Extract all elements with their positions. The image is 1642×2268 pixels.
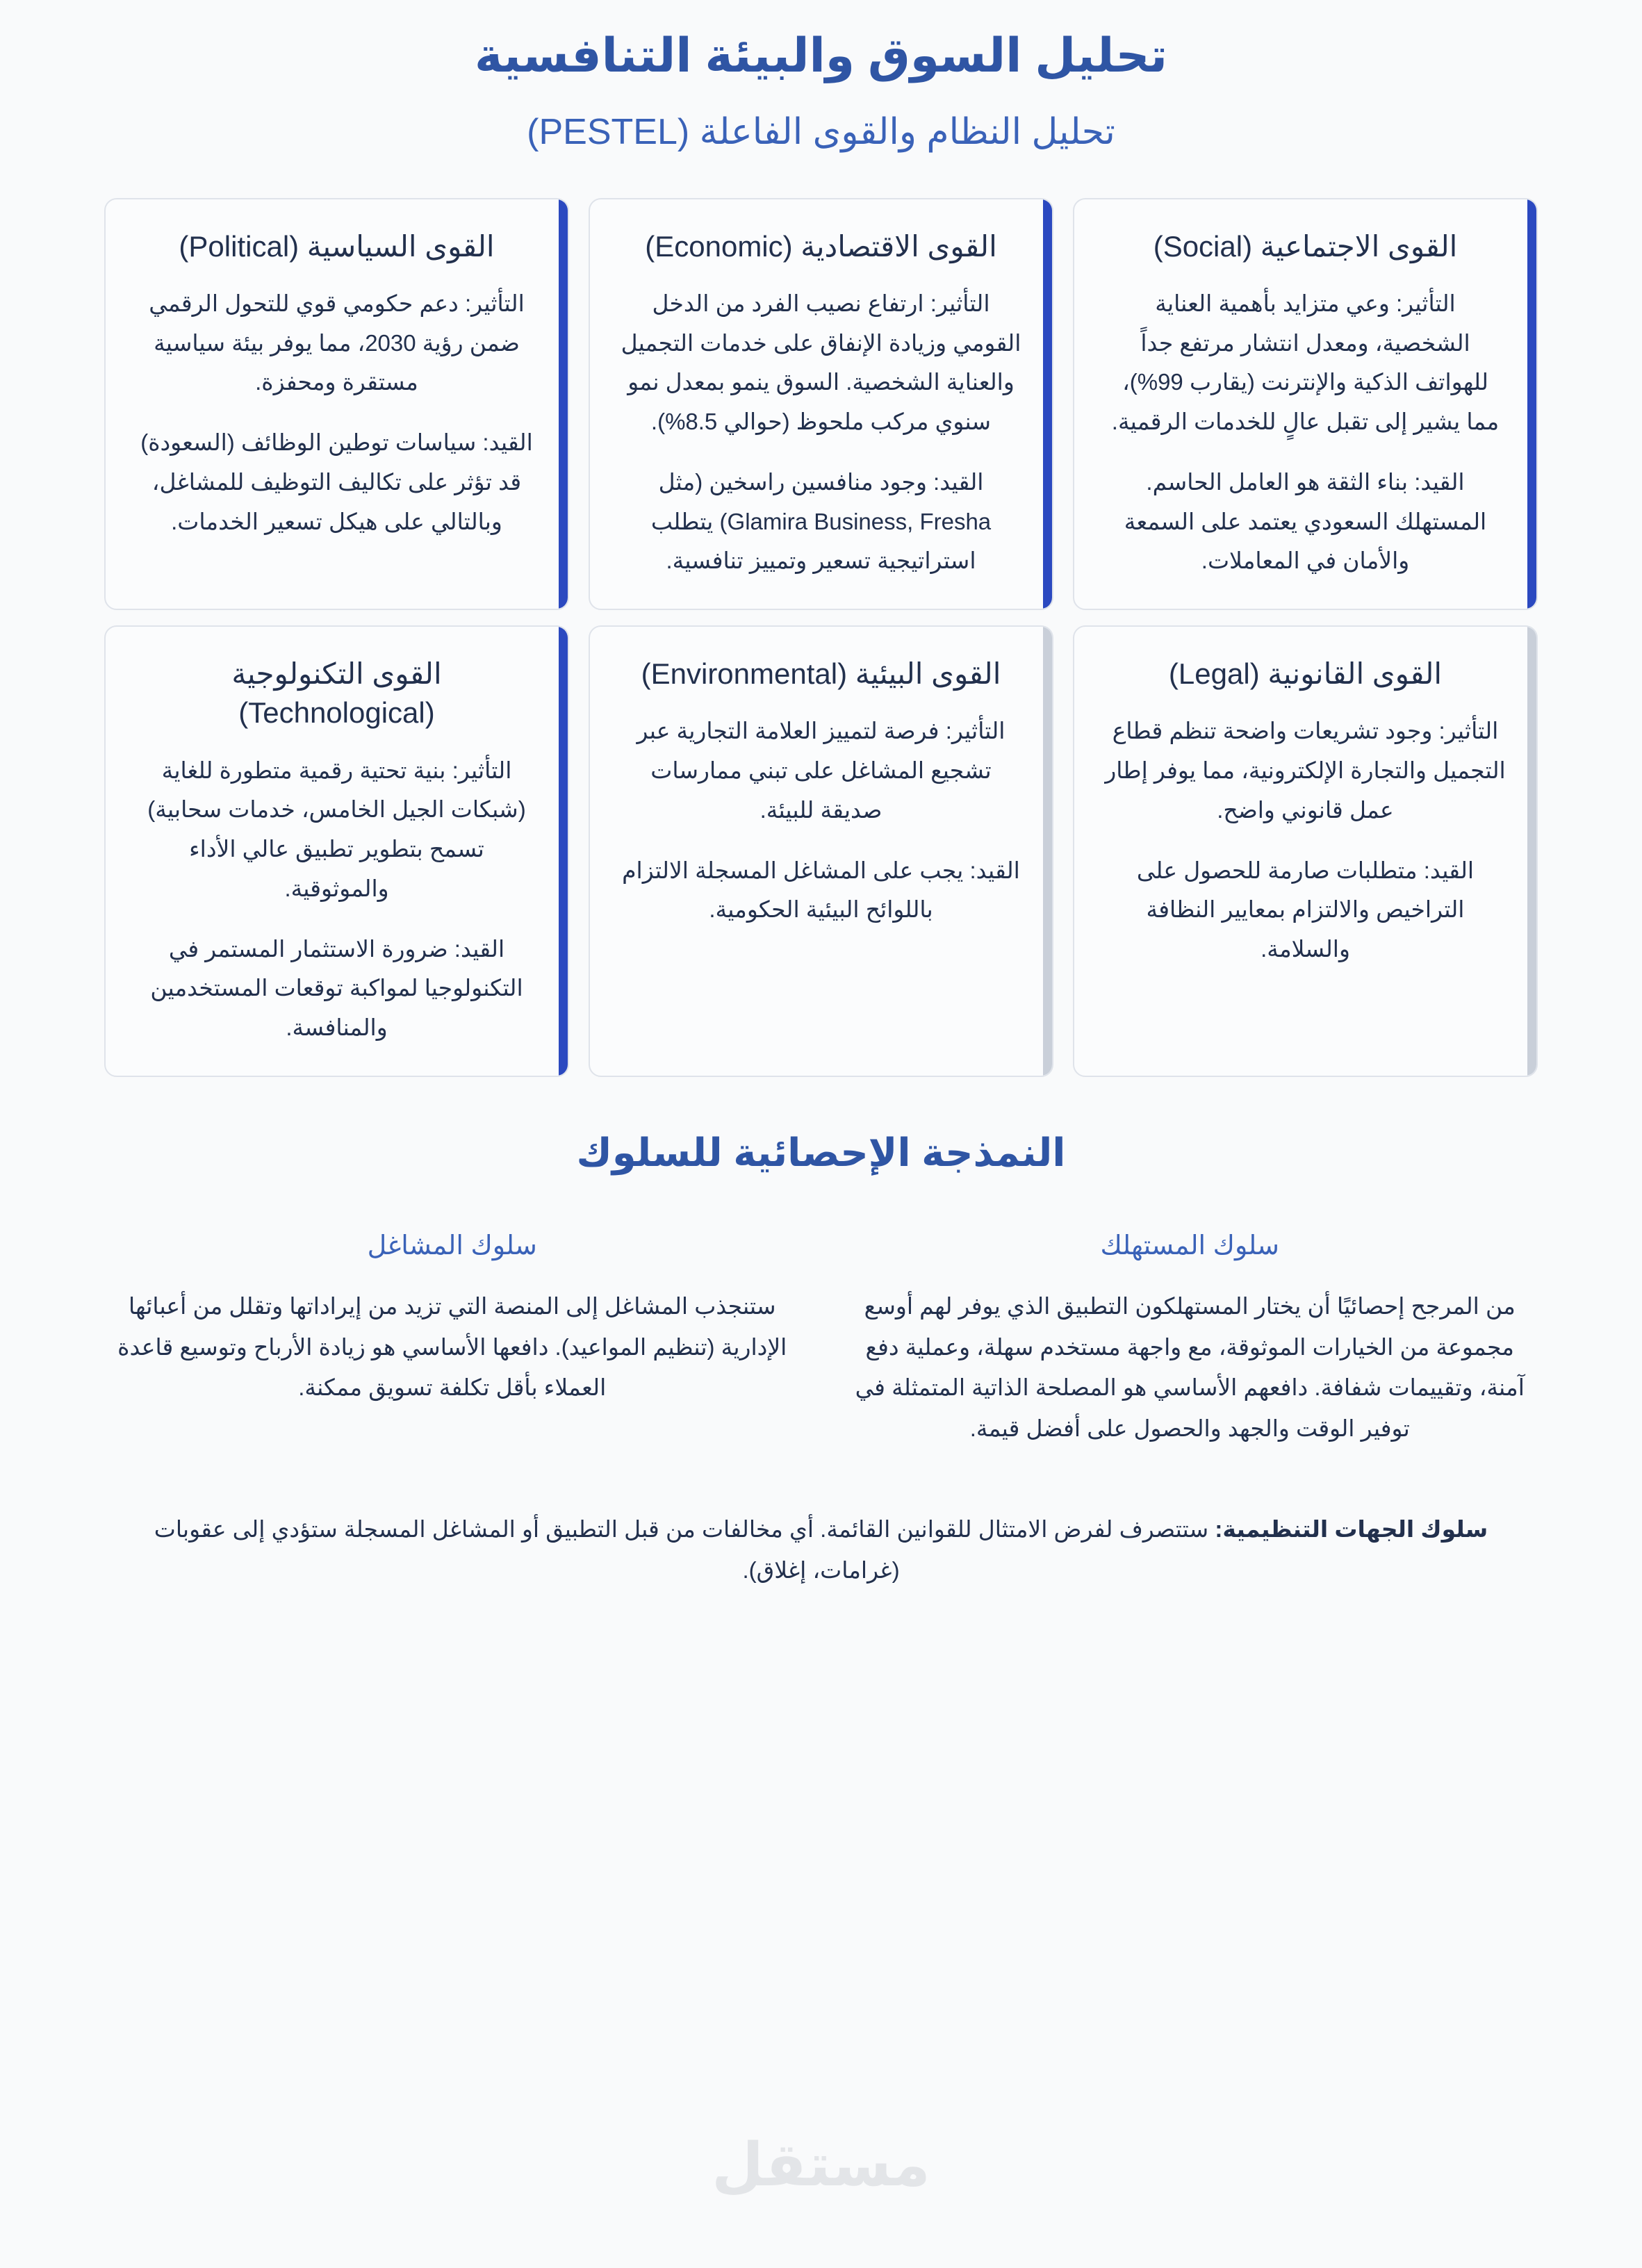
force-card-economic — [589, 198, 1053, 611]
force-card-title: القوى الاجتماعية (Social) — [1153, 229, 1458, 263]
force-card-impact: التأثير: وجود تشريعات واضحة تنظم قطاع التجميل والتجارة الإلكترونية، مما يوفر إطار عمل قانوني واضح. — [1105, 718, 1506, 823]
force-card-constraint: القيد: بناء الثقة هو العامل الحاسم. المستهلك السعودي يعتمد على السمعة والأمان في المعاملات. — [1124, 468, 1487, 574]
page-subtitle: تحليل النظام والقوى الفاعلة (PESTEL) — [527, 112, 1115, 152]
behavior-column-title: سلوك المشاغل — [367, 1231, 537, 1260]
behavior-column-body: من المرجح إحصائيًا أن يختار المستهلكون التطبيق الذي يوفر لهم أوسع مجموعة من الخيارات الموثوقة، مع واجهة مستخدم سهلة، وعملية دفع آمنة، وتقييمات شفافة. دافعهم الأساسي هو المصلحة الذاتية المتمثلة في توفير الوقت والجهد والحصول على أفضل قيمة. — [855, 1292, 1525, 1442]
force-card-social — [1073, 198, 1538, 611]
regulatory-lead-label: سلوك الجهات التنظيمية: — [1215, 1515, 1488, 1542]
behavior-column-title: سلوك المستهلك — [1100, 1231, 1280, 1260]
force-card-title: القوى الاقتصادية (Economic) — [645, 229, 997, 263]
force-card-impact: التأثير: بنية تحتية رقمية متطورة للغاية (شبكات الجيل الخامس، خدمات سحابية) تسمح بتطوير تطبيق عالي الأداء والموثوقية. — [147, 757, 526, 901]
force-card-impact: التأثير: دعم حكومي قوي للتحول الرقمي ضمن رؤية 2030، مما يوفر بيئة سياسية مستقرة ومحفزة. — [149, 290, 525, 395]
force-card-title: القوى القانونية (Legal) — [1168, 657, 1443, 691]
behavior-column-consumers — [842, 1230, 1538, 1449]
regulatory-behavior-paragraph — [104, 1509, 1538, 1591]
pestel-grid — [104, 198, 1538, 1077]
force-card-impact: التأثير: فرصة لتمييز العلامة التجارية عبر تشجيع المشاغل على تبني ممارسات صديقة للبيئة. — [637, 718, 1005, 823]
card-accent-bar — [559, 627, 568, 1076]
force-card-title: القوى السياسية (Political) — [179, 229, 495, 263]
force-card-environmental — [589, 625, 1053, 1077]
card-accent-bar — [1527, 199, 1536, 609]
card-accent-bar — [1043, 627, 1052, 1076]
force-card-constraint: القيد: متطلبات صارمة للحصول على التراخيص والالتزام بمعايير النظافة والسلامة. — [1136, 857, 1475, 962]
regulatory-body-text: ستتصرف لفرض الامتثال للقوانين القائمة. أي مخالفات من قبل التطبيق أو المشاغل المسجلة ستؤدي إلى عقوبات (غرامات، إغلاق). — [154, 1515, 1215, 1583]
force-card-constraint: القيد: سياسات توطين الوظائف (السعودة) قد تؤثر على تكاليف التوظيف للمشاغل، وبالتالي على هيكل تسعير الخدمات. — [140, 429, 533, 534]
document-page — [0, 26, 1642, 1591]
page-title: تحليل السوق والبيئة التنافسية — [474, 29, 1168, 82]
card-accent-bar — [559, 199, 568, 609]
force-card-title: القوى التكنولوجية (Technological) — [231, 657, 442, 730]
force-card-constraint: القيد: يجب على المشاغل المسجلة الالتزام باللوائح البيئية الحكومية. — [622, 857, 1020, 923]
behavior-grid — [104, 1230, 1538, 1449]
behavior-column-salons — [104, 1230, 801, 1449]
card-accent-bar — [1043, 199, 1052, 609]
force-card-impact: التأثير: وعي متزايد بأهمية العناية الشخصية، ومعدل انتشار مرتفع جداً للهواتف الذكية والإنترنت (يقارب 99%)، مما يشير إلى تقبل عالٍ للخدمات الرقمية. — [1111, 290, 1500, 435]
behavior-column-body: ستنجذب المشاغل إلى المنصة التي تزيد من إيراداتها وتقلل من أعبائها الإدارية (تنظيم المواعيد). دافعها الأساسي هو زيادة الأرباح وتوسيع قاعدة العملاء بأقل تكلفة تسويق ممكنة. — [117, 1292, 787, 1401]
force-card-constraint: القيد: وجود منافسين راسخين (مثل Glamira Business, Fresha) يتطلب استراتيجية تسعير وتمييز تنافسية. — [650, 468, 992, 574]
force-card-legal — [1073, 625, 1538, 1077]
force-card-impact: التأثير: ارتفاع نصيب الفرد من الدخل القومي وزيادة الإنفاق على خدمات التجميل والعناية الشخصية. السوق ينمو بمعدل نمو سنوي مركب ملحوظ (حوالي 8.5%). — [621, 290, 1021, 435]
behavior-section-title: النمذجة الإحصائية للسلوك — [576, 1130, 1066, 1174]
card-accent-bar — [1527, 627, 1536, 1076]
force-card-political — [104, 198, 569, 611]
force-card-technological — [104, 625, 569, 1077]
watermark: مستقل — [712, 2132, 930, 2199]
force-card-constraint: القيد: ضرورة الاستثمار المستمر في التكنولوجيا لمواكبة توقعات المستخدمين والمنافسة. — [150, 935, 523, 1041]
force-card-title: القوى البيئية (Environmental) — [641, 657, 1001, 691]
